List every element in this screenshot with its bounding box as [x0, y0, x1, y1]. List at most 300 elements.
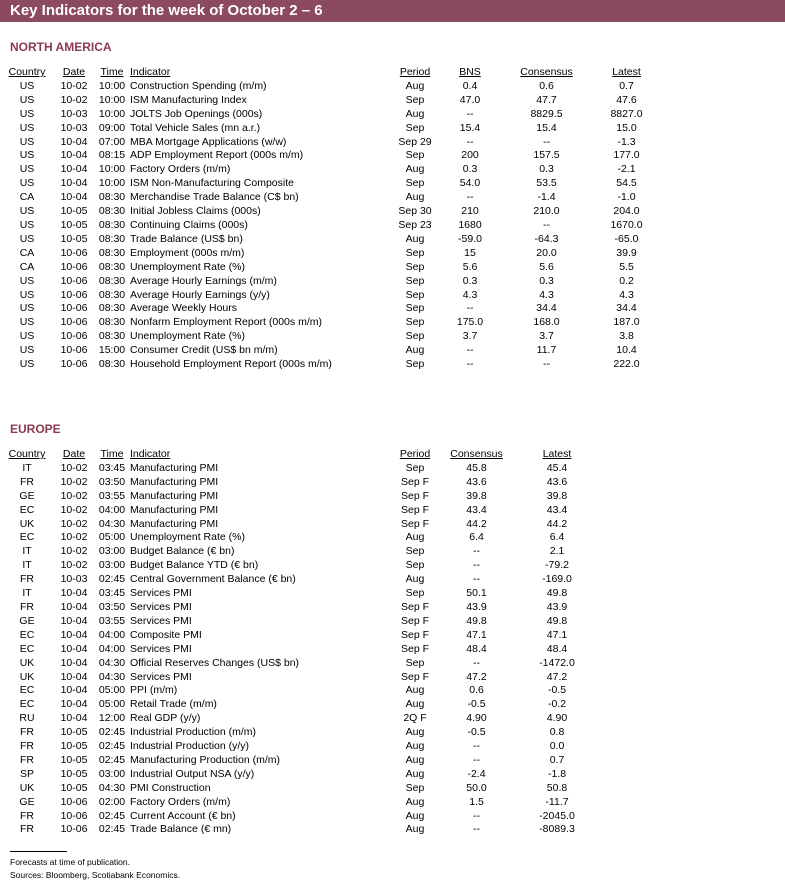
table-row: [0, 740, 601, 754]
cell-period: Aug: [405, 684, 425, 697]
cell-latest: 43.9: [546, 600, 568, 613]
cell-date: 10-05: [60, 218, 88, 231]
cell-time: 04:30: [98, 517, 126, 530]
cell-consensus: --: [473, 809, 480, 822]
col-header-date: Date: [62, 448, 86, 460]
cell-date: 10-05: [60, 205, 88, 218]
cell-time: 05:00: [98, 684, 126, 697]
cell-period: Sep F: [400, 642, 429, 655]
cell-period: Aug: [405, 163, 425, 176]
cell-time: 04:30: [98, 670, 126, 683]
cell-country: US: [19, 358, 35, 371]
cell-time: 08:30: [98, 260, 126, 273]
cell-date: 10-06: [60, 288, 88, 301]
col-header-indicator: Indicator: [130, 66, 171, 78]
cell-latest: -65.0: [614, 232, 639, 245]
cell-bns: 1680: [458, 218, 482, 231]
cell-period: Sep: [405, 288, 425, 301]
cell-latest: 1670.0: [610, 218, 643, 231]
cell-time: 03:45: [98, 587, 126, 600]
cell-bns: 47.0: [459, 93, 481, 106]
cell-period: Sep 23: [398, 218, 432, 231]
table-row: [0, 476, 601, 490]
cell-country: US: [19, 79, 35, 92]
cell-latest: 3.8: [619, 330, 634, 343]
cell-time: 08:30: [98, 191, 126, 204]
table-row: [0, 796, 601, 810]
cell-country: US: [19, 205, 35, 218]
cell-indicator: Budget Balance YTD (€ bn): [130, 559, 259, 572]
cell-time: 08:30: [98, 288, 126, 301]
table-row: [0, 573, 601, 587]
cell-date: 10-04: [60, 684, 88, 697]
cell-indicator: Manufacturing PMI: [130, 517, 219, 530]
cell-date: 10-02: [60, 517, 88, 530]
cell-period: Sep: [405, 274, 425, 287]
cell-date: 10-02: [60, 503, 88, 516]
table-row: [0, 726, 601, 740]
table-row: [0, 531, 601, 545]
cell-date: 10-04: [60, 628, 88, 641]
cell-period: Aug: [405, 726, 425, 739]
cell-consensus: 5.6: [539, 260, 554, 273]
cell-date: 10-03: [60, 107, 88, 120]
cell-time: 10:00: [98, 79, 126, 92]
cell-time: 03:55: [98, 489, 126, 502]
cell-date: 10-06: [60, 246, 88, 259]
cell-country: FR: [20, 740, 34, 753]
cell-latest: 43.4: [546, 503, 568, 516]
cell-latest: 54.5: [616, 177, 637, 190]
cell-date: 10-04: [60, 135, 88, 148]
cell-country: FR: [20, 823, 34, 836]
cell-indicator: Official Reserves Changes (US$ bn): [130, 656, 300, 669]
table-row: [0, 518, 601, 532]
table-row: [0, 247, 660, 261]
cell-time: 04:00: [98, 642, 126, 655]
cell-period: Aug: [405, 823, 425, 836]
cell-country: US: [19, 177, 35, 190]
cell-date: 10-06: [60, 330, 88, 343]
cell-country: EC: [19, 698, 35, 711]
cell-bns: --: [466, 358, 474, 371]
north-america-rows: [0, 80, 660, 372]
table-row: [0, 601, 601, 615]
table-row: [0, 358, 660, 372]
col-header-period: Period: [399, 66, 431, 78]
cell-indicator: PMI Construction: [130, 781, 211, 794]
table-row: [0, 754, 601, 768]
cell-time: 02:45: [98, 740, 126, 753]
cell-time: 02:45: [98, 809, 126, 822]
cell-consensus: 44.2: [466, 517, 487, 530]
cell-indicator: Unemployment Rate (%): [130, 531, 245, 544]
col-header-indicator: Indicator: [130, 448, 171, 460]
cell-time: 08:30: [98, 302, 126, 315]
cell-period: Aug: [405, 191, 425, 204]
cell-country: GE: [19, 614, 35, 627]
cell-consensus: 47.7: [536, 93, 557, 106]
cell-consensus: 53.5: [536, 177, 557, 190]
cell-date: 10-05: [60, 781, 88, 794]
cell-date: 10-05: [60, 726, 88, 739]
cell-indicator: Composite PMI: [130, 628, 202, 641]
cell-time: 02:45: [98, 753, 126, 766]
table-row: [0, 615, 601, 629]
cell-consensus: 43.6: [466, 475, 487, 488]
cell-country: RU: [19, 712, 35, 725]
cell-indicator: Central Government Balance (€ bn): [130, 573, 296, 586]
table-header-row: [0, 448, 601, 462]
cell-consensus: -0.5: [467, 698, 486, 711]
cell-indicator: JOLTS Job Openings (000s): [130, 107, 263, 120]
cell-country: UK: [19, 656, 35, 669]
cell-country: CA: [19, 246, 35, 259]
cell-country: UK: [19, 670, 35, 683]
cell-indicator: Manufacturing PMI: [130, 503, 219, 516]
cell-date: 10-06: [60, 316, 88, 329]
cell-consensus: 157.5: [533, 149, 560, 162]
cell-country: US: [19, 288, 35, 301]
cell-indicator: Employment (000s m/m): [130, 246, 245, 259]
cell-date: 10-03: [60, 573, 88, 586]
cell-consensus: 1.5: [469, 795, 484, 808]
cell-consensus: 4.3: [539, 288, 554, 301]
cell-consensus: 4.90: [466, 712, 487, 725]
table-row: [0, 671, 601, 685]
cell-latest: -169.0: [542, 573, 572, 586]
cell-country: GE: [19, 489, 35, 502]
cell-latest: -79.2: [545, 559, 569, 572]
cell-latest: 34.4: [616, 302, 637, 315]
cell-country: US: [19, 330, 35, 343]
cell-period: Aug: [405, 740, 425, 753]
cell-indicator: PPI (m/m): [130, 684, 178, 697]
table-row: [0, 80, 660, 94]
cell-latest: 0.7: [619, 79, 634, 92]
cell-country: US: [19, 163, 35, 176]
col-header-bns: BNS: [459, 66, 481, 78]
cell-latest: 43.6: [546, 475, 568, 488]
cell-indicator: Industrial Production (y/y): [130, 740, 250, 753]
table-row: [0, 330, 660, 344]
cell-date: 10-04: [60, 656, 88, 669]
table-row: [0, 261, 660, 275]
cell-period: Sep F: [400, 503, 429, 516]
cell-time: 02:45: [98, 823, 126, 836]
cell-date: 10-04: [60, 614, 88, 627]
cell-indicator: Initial Jobless Claims (000s): [130, 205, 261, 218]
cell-time: 04:30: [98, 656, 126, 669]
cell-period: Sep: [405, 587, 425, 600]
cell-latest: 0.8: [549, 726, 565, 739]
cell-date: 10-02: [60, 489, 88, 502]
cell-latest: 10.4: [616, 344, 637, 357]
cell-indicator: Services PMI: [130, 614, 192, 627]
cell-country: US: [19, 135, 35, 148]
col-header-period: Period: [399, 448, 431, 460]
cell-consensus: --: [543, 358, 550, 371]
cell-country: US: [19, 232, 35, 245]
cell-latest: 222.0: [613, 358, 640, 371]
cell-country: EC: [19, 531, 35, 544]
cell-latest: 49.8: [546, 587, 568, 600]
table-row: [0, 810, 601, 824]
cell-consensus: 43.9: [466, 600, 487, 613]
cell-time: 03:00: [98, 545, 126, 558]
cell-bns: --: [466, 191, 474, 204]
cell-date: 10-04: [60, 600, 88, 613]
cell-period: Sep: [405, 121, 425, 134]
cell-indicator: Industrial Output NSA (y/y): [130, 767, 255, 780]
col-header-consensus: Consensus: [450, 448, 503, 460]
cell-period: Sep: [405, 149, 425, 162]
cell-indicator: Unemployment Rate (%): [130, 260, 245, 273]
cell-consensus: -1.4: [537, 191, 556, 204]
table-row: [0, 504, 601, 518]
table-row: [0, 302, 660, 316]
cell-latest: 48.4: [546, 642, 568, 655]
cell-period: Sep: [405, 177, 425, 190]
cell-period: Sep: [405, 559, 425, 572]
cell-date: 10-04: [60, 670, 88, 683]
cell-country: UK: [19, 517, 35, 530]
cell-time: 03:50: [98, 475, 126, 488]
cell-time: 08:30: [98, 358, 126, 371]
cell-latest: 44.2: [546, 517, 568, 530]
cell-indicator: Real GDP (y/y): [130, 712, 201, 725]
cell-date: 10-04: [60, 177, 88, 190]
table-row: [0, 163, 660, 177]
cell-country: FR: [20, 573, 34, 586]
cell-country: UK: [19, 781, 35, 794]
cell-latest: -1.8: [547, 767, 567, 780]
cell-period: Sep F: [400, 600, 429, 613]
cell-latest: -11.7: [545, 795, 569, 808]
cell-consensus: 50.0: [466, 781, 487, 794]
cell-country: US: [19, 121, 35, 134]
table-row: [0, 108, 660, 122]
cell-bns: 4.3: [462, 288, 478, 301]
cell-consensus: -64.3: [534, 232, 559, 245]
cell-latest: 50.8: [546, 781, 568, 794]
cell-latest: 15.0: [616, 121, 637, 134]
cell-date: 10-05: [60, 753, 88, 766]
table-row: [0, 823, 601, 837]
cell-consensus: --: [543, 135, 550, 148]
cell-indicator: Services PMI: [130, 587, 192, 600]
cell-bns: 200: [461, 149, 479, 162]
cell-bns: 0.3: [462, 163, 478, 176]
cell-period: Sep: [405, 461, 425, 474]
cell-latest: -1.0: [617, 191, 636, 204]
cell-date: 10-04: [60, 149, 88, 162]
table-row: [0, 219, 660, 233]
cell-period: Sep: [405, 358, 425, 371]
cell-period: Sep 29: [398, 135, 432, 148]
cell-consensus: 47.2: [466, 670, 487, 683]
cell-latest: -1.3: [617, 135, 636, 148]
cell-indicator: Average Hourly Earnings (y/y): [130, 288, 270, 301]
cell-consensus: 43.4: [466, 503, 487, 516]
cell-consensus: 47.1: [466, 628, 487, 641]
cell-time: 08:30: [98, 316, 126, 329]
table-row: [0, 344, 660, 358]
section-title-europe: EUROPE: [10, 422, 61, 436]
cell-time: 10:00: [98, 177, 126, 190]
cell-indicator: Merchandise Trade Balance (C$ bn): [130, 191, 299, 204]
cell-bns: 54.0: [459, 177, 481, 190]
cell-country: US: [19, 149, 35, 162]
cell-indicator: Services PMI: [130, 600, 192, 613]
cell-country: CA: [19, 191, 35, 204]
cell-time: 03:55: [98, 614, 126, 627]
footnote-forecasts: Forecasts at time of publication.: [10, 857, 131, 867]
cell-indicator: Current Account (€ bn): [130, 809, 236, 822]
cell-latest: 0.7: [549, 753, 565, 766]
cell-period: Aug: [405, 79, 425, 92]
table-row: [0, 712, 601, 726]
cell-period: Sep 30: [398, 205, 432, 218]
cell-consensus: 48.4: [466, 642, 487, 655]
col-header-consensus: Consensus: [520, 66, 573, 78]
table-row: [0, 233, 660, 247]
cell-consensus: 168.0: [533, 316, 560, 329]
cell-time: 02:45: [98, 573, 126, 586]
cell-period: Sep F: [400, 489, 429, 502]
cell-date: 10-04: [60, 698, 88, 711]
cell-latest: 5.5: [619, 260, 634, 273]
cell-date: 10-02: [60, 461, 88, 474]
cell-indicator: Services PMI: [130, 670, 192, 683]
cell-time: 12:00: [98, 712, 126, 725]
cell-consensus: --: [473, 740, 480, 753]
cell-country: US: [19, 274, 35, 287]
title-banner: [0, 0, 785, 22]
cell-consensus: --: [473, 823, 480, 836]
cell-bns: 210: [461, 205, 479, 218]
cell-period: Aug: [405, 767, 425, 780]
cell-latest: 8827.0: [610, 107, 643, 120]
cell-period: Aug: [405, 232, 425, 245]
cell-latest: -0.2: [547, 698, 567, 711]
cell-country: EC: [19, 503, 35, 516]
cell-indicator: Household Employment Report (000s m/m): [130, 358, 332, 371]
europe-table: [0, 448, 601, 837]
cell-country: EC: [19, 628, 35, 641]
cell-time: 04:30: [98, 781, 126, 794]
cell-time: 08:30: [98, 330, 126, 343]
cell-time: 15:00: [98, 344, 126, 357]
cell-period: 2Q F: [403, 712, 427, 725]
cell-latest: 4.3: [619, 288, 634, 301]
cell-bns: 15: [464, 246, 476, 259]
cell-consensus: -2.4: [467, 767, 486, 780]
cell-latest: -0.5: [547, 684, 567, 697]
cell-country: FR: [20, 809, 34, 822]
cell-country: CA: [19, 260, 35, 273]
cell-time: 08:30: [98, 205, 126, 218]
cell-consensus: --: [473, 753, 480, 766]
cell-period: Aug: [405, 753, 425, 766]
footnote-sources: Sources: Bloomberg, Scotiabank Economics.: [10, 870, 181, 880]
cell-indicator: Trade Balance (US$ bn): [130, 232, 243, 245]
cell-period: Aug: [405, 107, 425, 120]
cell-date: 10-06: [60, 302, 88, 315]
cell-period: Sep: [405, 246, 425, 259]
table-row: [0, 684, 601, 698]
cell-bns: --: [466, 135, 474, 148]
cell-period: Sep: [405, 330, 425, 343]
cell-country: IT: [22, 587, 32, 600]
cell-time: 02:00: [98, 795, 126, 808]
cell-latest: 2.1: [549, 545, 565, 558]
cell-period: Sep F: [400, 517, 429, 530]
cell-country: FR: [20, 753, 34, 766]
cell-country: US: [19, 344, 35, 357]
cell-latest: -8089.3: [539, 823, 575, 836]
cell-time: 03:00: [98, 767, 126, 780]
cell-country: FR: [20, 475, 34, 488]
cell-indicator: Construction Spending (m/m): [130, 79, 267, 92]
cell-country: IT: [22, 559, 32, 572]
cell-latest: 0.2: [619, 274, 634, 287]
cell-date: 10-04: [60, 587, 88, 600]
cell-latest: -2045.0: [539, 809, 575, 822]
table-row: [0, 629, 601, 643]
table-header-row: [0, 66, 660, 80]
table-row: [0, 657, 601, 671]
cell-time: 05:00: [98, 698, 126, 711]
cell-period: Sep F: [400, 614, 429, 627]
cell-country: EC: [19, 684, 35, 697]
cell-period: Aug: [405, 809, 425, 822]
cell-time: 08:15: [98, 149, 126, 162]
section-title-north-america: NORTH AMERICA: [10, 40, 112, 54]
cell-consensus: 0.3: [539, 274, 554, 287]
cell-time: 03:50: [98, 600, 126, 613]
cell-indicator: Industrial Production (m/m): [130, 726, 257, 739]
cell-date: 10-06: [60, 795, 88, 808]
table-row: [0, 490, 601, 504]
cell-time: 04:00: [98, 628, 126, 641]
cell-latest: 204.0: [613, 205, 640, 218]
cell-bns: 3.7: [462, 330, 478, 343]
cell-consensus: --: [473, 545, 480, 558]
cell-time: 08:30: [98, 218, 126, 231]
table-row: [0, 643, 601, 657]
cell-time: 08:30: [98, 274, 126, 287]
cell-bns: 0.3: [462, 274, 478, 287]
cell-period: Sep: [405, 781, 425, 794]
col-header-country: Country: [8, 66, 46, 78]
cell-indicator: Manufacturing PMI: [130, 461, 219, 474]
cell-date: 10-04: [60, 163, 88, 176]
table-row: [0, 698, 601, 712]
cell-date: 10-02: [60, 559, 88, 572]
cell-latest: 4.90: [546, 712, 568, 725]
cell-date: 10-02: [60, 531, 88, 544]
cell-bns: 15.4: [459, 121, 481, 134]
table-row: [0, 149, 660, 163]
cell-date: 10-05: [60, 232, 88, 245]
table-row: [0, 205, 660, 219]
cell-indicator: Factory Orders (m/m): [130, 163, 231, 176]
cell-indicator: Trade Balance (€ mn): [130, 823, 232, 836]
cell-time: 09:00: [98, 121, 126, 134]
cell-consensus: 6.4: [469, 531, 484, 544]
cell-latest: 45.4: [546, 461, 568, 474]
